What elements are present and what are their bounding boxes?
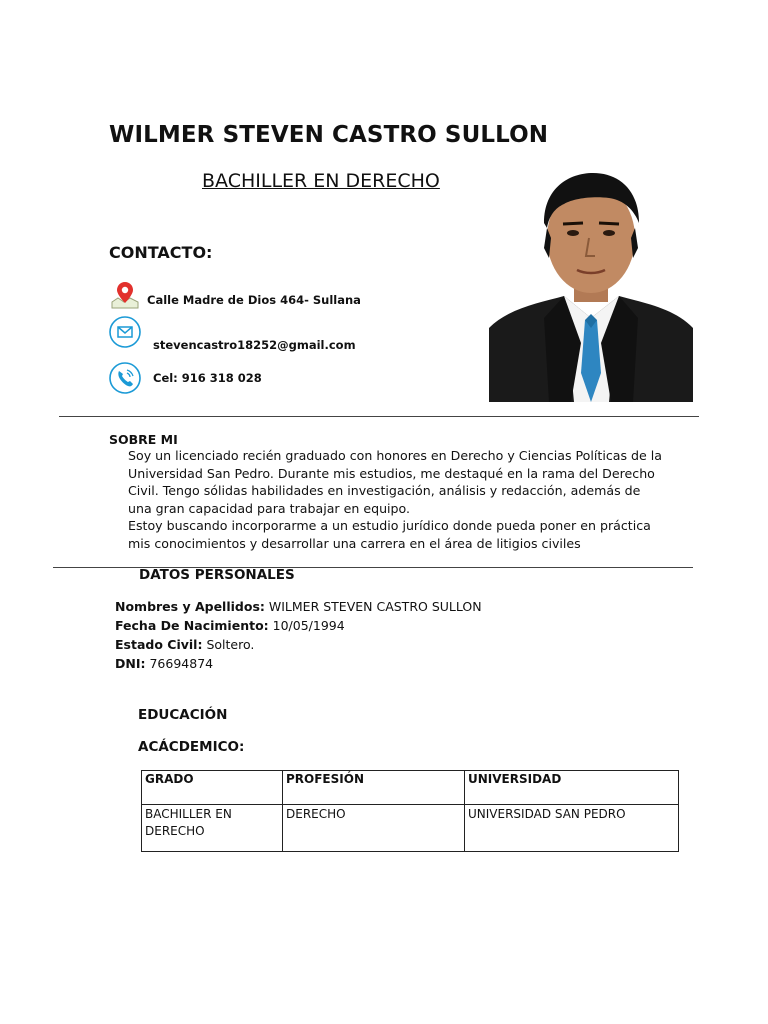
field-label: Nombres y Apellidos: xyxy=(115,599,265,614)
contact-address-row xyxy=(108,278,361,312)
contact-phone-row xyxy=(108,361,262,395)
field-label: DNI: xyxy=(115,656,146,671)
about-heading: SOBRE MI xyxy=(109,432,178,447)
table-row xyxy=(142,805,679,852)
contact-email-row xyxy=(108,311,356,352)
personal-data xyxy=(115,597,482,673)
personal-heading: DATOS PERSONALES xyxy=(139,567,295,583)
personal-field-civil-status xyxy=(115,635,482,654)
table-cell-universidad: UNIVERSIDAD SAN PEDRO xyxy=(465,805,679,852)
location-pin-icon xyxy=(108,278,142,312)
column-header-grado: GRADO xyxy=(142,771,283,805)
field-value: Soltero. xyxy=(206,637,255,652)
column-header-profesion: PROFESIÓN xyxy=(283,771,465,805)
field-label: Fecha De Nacimiento: xyxy=(115,618,269,633)
contact-heading: CONTACTO: xyxy=(109,243,213,262)
personal-field-dni xyxy=(115,654,482,673)
education-table xyxy=(141,770,679,852)
field-value: 76694874 xyxy=(149,656,214,671)
contact-email: stevencastro18252@gmail.com xyxy=(153,338,356,352)
personal-field-birthdate xyxy=(115,616,482,635)
contact-address: Calle Madre de Dios 464- Sullana xyxy=(147,293,361,307)
table-header-row xyxy=(142,771,679,805)
education-heading-line1: EDUCACIÓN xyxy=(138,707,228,723)
about-paragraph-1: Soy un licenciado recién graduado con honores en Derecho y Ciencias Políticas de la Universidad San Pedro. Durante mis estudios, me destaqué en la rama del Derecho Civil. Tengo sólidas habilidades en investigación, análisis y redacción, además de una gran capacidad para trabajar en equipo. xyxy=(128,448,662,516)
table-cell-grado: BACHILLER EN DERECHO xyxy=(142,805,283,852)
table-cell-profesion: DERECHO xyxy=(283,805,465,852)
envelope-icon xyxy=(108,315,142,349)
field-value: 10/05/1994 xyxy=(272,618,345,633)
field-value: WILMER STEVEN CASTRO SULLON xyxy=(268,599,482,614)
personal-field-name xyxy=(115,597,482,616)
about-text xyxy=(128,447,668,553)
column-header-universidad: UNIVERSIDAD xyxy=(465,771,679,805)
contact-phone: Cel: 916 318 028 xyxy=(153,371,262,385)
divider-top xyxy=(59,416,699,417)
phone-icon xyxy=(108,361,142,395)
field-label: Estado Civil: xyxy=(115,637,203,652)
profile-photo xyxy=(489,168,693,402)
about-paragraph-2: Estoy buscando incorporarme a un estudio jurídico donde pueda poner en práctica mis conocimientos y desarrollar una carrera en el área de litigios civiles xyxy=(128,518,651,551)
education-heading-line2: ACÁCDEMICO: xyxy=(138,739,245,755)
candidate-title: BACHILLER EN DERECHO xyxy=(202,170,440,192)
candidate-name: WILMER STEVEN CASTRO SULLON xyxy=(109,122,549,148)
